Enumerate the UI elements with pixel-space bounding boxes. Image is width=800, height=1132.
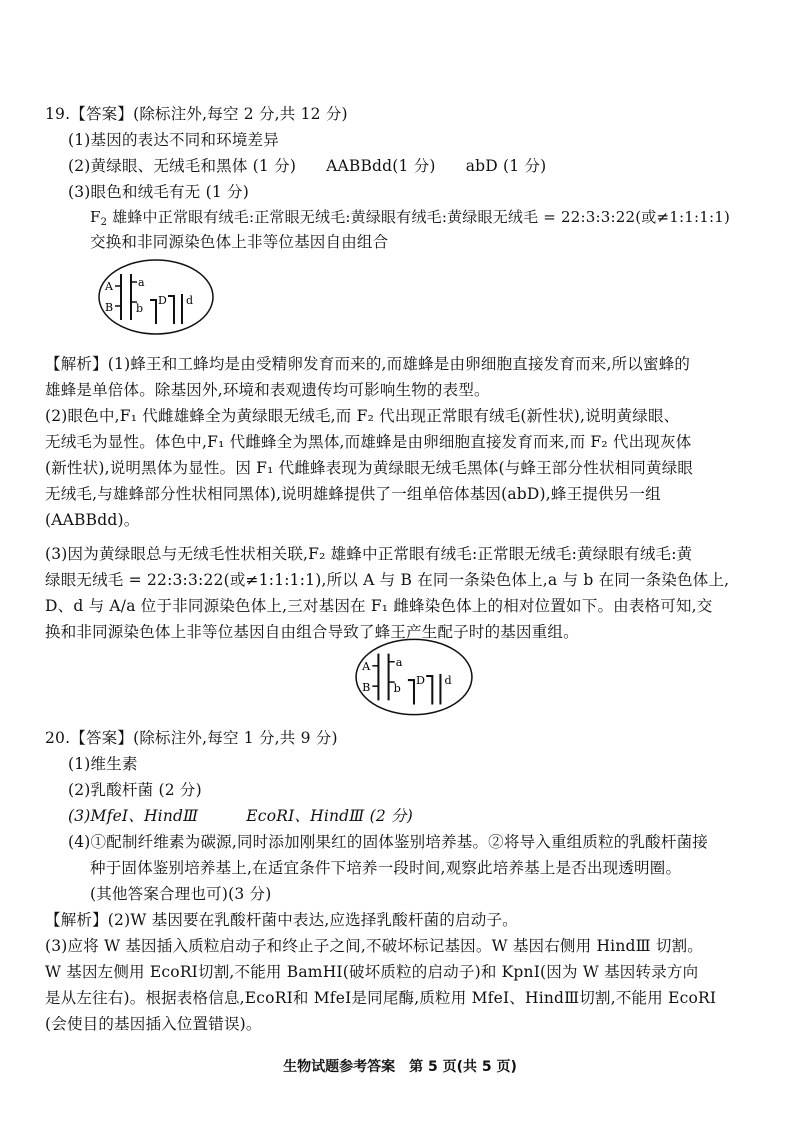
- label-A: A: [105, 280, 113, 293]
- q19-answer-2a: (2)黄绿眼、无绒毛和黑体 (1 分): [68, 157, 297, 175]
- q20-analysis-line: (3)应将 W 基因插入质粒启动子和终止子之间,不破坏标记基因。W 基因右侧用 HindⅢ 切割。: [45, 937, 704, 955]
- q20-number: 20.: [45, 729, 71, 747]
- chromosome-diagram-2: [353, 634, 475, 720]
- q20-heading: [45, 728, 338, 748]
- q20-analysis-line: W 基因左侧用 EcoRⅠ切割,不能用 BamHⅠ(破坏质粒的启动子)和 KpnⅠ(因为 W 基因转录方向: [45, 963, 699, 981]
- q19-analysis-line: (3)因为黄绿眼总与无绒毛性状相关联,F₂ 雄蜂中正常眼有绒毛:正常眼无绒毛:黄绿眼有绒毛:黄: [45, 545, 693, 563]
- q19-answer-2c: abD (1 分): [465, 157, 547, 175]
- q19-answer-1: (1)基因的表达不同和环境差异: [68, 131, 279, 149]
- f-label: F: [90, 208, 101, 226]
- q19-analysis-line: 【解析】(1)蜂王和工蜂均是由受精卵发育而来的,而雄蜂是由卵细胞直接发育而来,所以蜜蜂的: [45, 355, 691, 373]
- q19-analysis-line: 无绒毛为显性。体色中,F₁ 代雌蜂全为黑体,而雄蜂是由卵细胞直接发育而来,而 F₂ 代出现灰体: [45, 433, 692, 451]
- q19-answer-head: 【答案】(除标注外,每空 2 分,共 12 分): [70, 105, 348, 123]
- q20-analysis-line: (会使目的基因插入位置错误)。: [45, 1015, 262, 1033]
- page-footer: 生物试题参考答案 第 5 页(共 5 页): [283, 1059, 517, 1075]
- q19-answer-2: [68, 156, 546, 176]
- label-D: D: [158, 294, 167, 307]
- q19-number: 19.: [45, 105, 71, 123]
- q19-answer-3-mechanism: 交换和非同源染色体上非等位基因自由组合: [90, 233, 389, 251]
- q19-analysis-line: (AABBdd)。: [45, 511, 140, 529]
- label-b: b: [393, 682, 401, 696]
- q20-answer-head: 【答案】(除标注外,每空 1 分,共 9 分): [70, 729, 338, 747]
- q19-answer-3-ratio: [90, 207, 730, 227]
- q20-answer-3: [68, 806, 413, 826]
- label-D: D: [416, 674, 426, 688]
- label-A: A: [362, 659, 371, 673]
- q20-analysis-line: 【解析】(2)W 基因要在乳酸杆菌中表达,应选择乳酸杆菌的启动子。: [45, 911, 518, 929]
- q20-answer-4-line: (4)①配制纤维素为碳源,同时添加刚果红的固体鉴别培养基。②将导入重组质粒的乳酸杆菌接: [68, 833, 708, 851]
- label-a: a: [138, 276, 145, 289]
- label-b: b: [136, 302, 144, 315]
- f-sub: 2: [100, 217, 108, 228]
- q20-answer-3a: (3)MfeⅠ、HindⅢ: [68, 807, 199, 825]
- ratio-text: 雄蜂中正常眼有绒毛:正常眼无绒毛:黄绿眼有绒毛:黄绿眼无绒毛 = 22:3:3:22(或≠1:1:1:1): [107, 208, 731, 226]
- q19-analysis-line: 雄蜂是单倍体。除基因外,环境和表观遗传均可影响生物的表型。: [45, 381, 490, 399]
- q19-analysis-line: 换和非同源染色体上非等位基因自由组合导致了蜂王产生配子时的基因重组。: [45, 623, 579, 641]
- q19-answer-3: (3)眼色和绒毛有无 (1 分): [68, 183, 249, 201]
- q19-heading: [45, 104, 348, 124]
- q20-answer-3b: EcoRⅠ、HindⅢ (2 分): [246, 807, 413, 825]
- label-B: B: [362, 681, 371, 695]
- label-d: d: [186, 294, 194, 307]
- q20-answer-1: (1)维生素: [68, 755, 138, 773]
- q19-answer-2b: AABBdd(1 分): [326, 157, 436, 175]
- chromosome-diagram-1: [96, 256, 216, 338]
- q19-analysis-line: 绿眼无绒毛 = 22:3:3:22(或≠1:1:1:1),所以 A 与 B 在同一条染色体上,a 与 b 在同一条染色体上,: [45, 571, 730, 589]
- q20-analysis-line: 是从左往右)。根据表格信息,EcoRⅠ和 MfeⅠ是同尾酶,质粒用 MfeⅠ、HindⅢ切割,不能用 EcoRⅠ: [45, 989, 717, 1007]
- q19-analysis-line: D、d 与 A/a 位于非同源染色体上,三对基因在 F₁ 雌蜂染色体上的相对位置如下。由表格可知,交: [45, 597, 713, 615]
- q19-analysis-line: (新性状),说明黑体为显性。因 F₁ 代雌蜂表现为黄绿眼无绒毛黑体(与蜂王部分性状相同黄绿眼: [45, 459, 694, 477]
- q20-answer-4-line: 种于固体鉴别培养基上,在适宜条件下培养一段时间,观察此培养基上是否出现透明圈。: [90, 859, 682, 877]
- label-d: d: [444, 674, 452, 688]
- q20-answer-4-line: (其他答案合理也可)(3 分): [90, 885, 272, 903]
- label-B: B: [105, 301, 114, 314]
- q19-analysis-line: (2)眼色中,F₁ 代雌雄蜂全为黄绿眼无绒毛,而 F₂ 代出现正常眼有绒毛(新性状),说明黄绿眼、: [45, 407, 680, 425]
- label-a: a: [395, 655, 403, 669]
- q19-analysis-line: 无绒毛,与雄蜂部分性状相同黑体),说明雄蜂提供了一组单倍体基因(abD),蜂王提供另一组: [45, 485, 661, 503]
- q20-answer-2: (2)乳酸杆菌 (2 分): [68, 781, 202, 799]
